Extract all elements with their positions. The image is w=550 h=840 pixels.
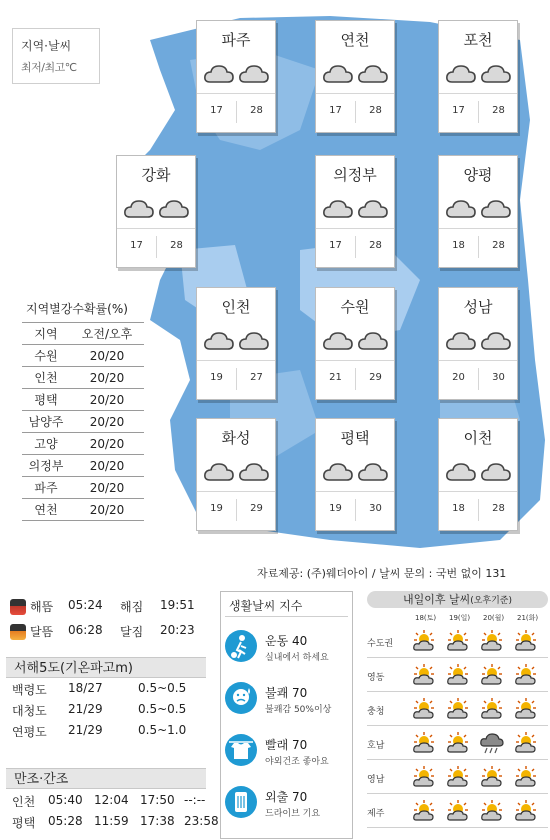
life-item-name: 운동 40 bbox=[265, 634, 308, 648]
sun-cloud-icon bbox=[411, 697, 437, 721]
sun-cloud-icon bbox=[513, 629, 539, 653]
region-weather-card bbox=[438, 155, 518, 268]
moon-row bbox=[10, 623, 210, 648]
cloud-icon bbox=[237, 330, 271, 352]
sun-cloud-icon bbox=[513, 765, 539, 789]
table-row bbox=[22, 455, 144, 477]
tide-place: 인천 bbox=[12, 795, 36, 809]
tide-place: 평택 bbox=[12, 816, 36, 830]
sea-wave: 0.5~0.5 bbox=[138, 681, 187, 695]
divider bbox=[117, 228, 195, 229]
temp-high: 29 bbox=[369, 372, 382, 383]
cloud-icon bbox=[444, 198, 478, 220]
rain-probability: 20/20 bbox=[70, 499, 144, 521]
divider bbox=[316, 93, 394, 94]
temp-high: 28 bbox=[170, 240, 183, 251]
rain-region: 인천 bbox=[22, 367, 70, 389]
temp-high: 28 bbox=[369, 240, 382, 251]
region-weather-card bbox=[196, 287, 276, 400]
rain-header-ampm: 오전/오후 bbox=[70, 323, 144, 345]
moonrise-time: 06:28 bbox=[68, 623, 103, 637]
moonrise-icon bbox=[10, 624, 26, 640]
region-name: 인천 bbox=[221, 298, 251, 316]
sun-row bbox=[10, 598, 210, 623]
rain-probability-table bbox=[22, 300, 144, 521]
life-item-name: 외출 70 bbox=[265, 790, 308, 804]
table-row bbox=[22, 345, 144, 367]
sun-cloud-icon bbox=[479, 663, 505, 687]
divider bbox=[367, 793, 548, 794]
table-row bbox=[22, 411, 144, 433]
sun-cloud-icon bbox=[513, 663, 539, 687]
temp-low: 19 bbox=[210, 372, 223, 383]
tide-time: 17:50 bbox=[140, 793, 175, 807]
region-weather-card bbox=[438, 418, 518, 531]
cloud-icon bbox=[479, 330, 513, 352]
divider bbox=[316, 491, 394, 492]
region-name: 연천 bbox=[340, 31, 370, 49]
cloud-icon bbox=[237, 63, 271, 85]
sun-cloud-icon bbox=[445, 731, 471, 755]
tide-time: 12:04 bbox=[94, 793, 129, 807]
temp-high: 28 bbox=[369, 105, 382, 116]
region-weather-card bbox=[438, 287, 518, 400]
data-source-note: 자료제공: (주)웨더아이 / 날씨 문의 : 국번 없이 131 bbox=[257, 567, 507, 580]
tomorrow-subtitle: (오후기준) bbox=[470, 596, 513, 606]
forecast-date: 20(월) bbox=[483, 614, 505, 622]
rain-probability: 20/20 bbox=[70, 411, 144, 433]
rain-probability: 20/20 bbox=[70, 477, 144, 499]
region-name: 수원 bbox=[340, 298, 370, 316]
tide-time: --:-- bbox=[184, 793, 206, 807]
region-weather-card bbox=[196, 20, 276, 133]
life-item-desc: 야외건조 좋아요 bbox=[265, 757, 329, 767]
tide-row bbox=[12, 793, 212, 814]
table-row bbox=[22, 499, 144, 521]
sunrise-time: 05:24 bbox=[68, 598, 103, 612]
rain-region: 고양 bbox=[22, 433, 70, 455]
region-name: 양평 bbox=[463, 166, 493, 184]
forecast-region: 충청 bbox=[367, 707, 385, 717]
region-name: 파주 bbox=[221, 31, 251, 49]
divider bbox=[367, 691, 548, 692]
temp-low: 18 bbox=[452, 240, 465, 251]
cloud-icon bbox=[356, 461, 390, 483]
divider bbox=[439, 491, 517, 492]
sun-moon-times bbox=[10, 598, 210, 648]
divider bbox=[197, 360, 275, 361]
rain-region: 파주 bbox=[22, 477, 70, 499]
divider bbox=[367, 725, 548, 726]
moonset-label: 달짐 bbox=[120, 625, 144, 639]
moonrise-label: 달뜸 bbox=[30, 625, 54, 639]
region-name: 포천 bbox=[463, 31, 493, 49]
region-weather-card bbox=[315, 287, 395, 400]
sea-temp: 18/27 bbox=[68, 681, 103, 695]
forecast-region: 호남 bbox=[367, 741, 385, 751]
temp-low: 20 bbox=[452, 372, 465, 383]
sun-cloud-icon bbox=[445, 799, 471, 823]
region-name: 강화 bbox=[141, 166, 171, 184]
forecast-date: 18(토) bbox=[415, 614, 437, 622]
life-item-outing bbox=[225, 784, 348, 834]
rain-header-region: 지역 bbox=[22, 323, 70, 345]
sun-cloud-icon bbox=[411, 799, 437, 823]
temp-low: 19 bbox=[329, 503, 342, 514]
sun-cloud-icon bbox=[513, 731, 539, 755]
temp-low: 17 bbox=[210, 105, 223, 116]
divider bbox=[316, 360, 394, 361]
cloud-icon bbox=[444, 330, 478, 352]
sea-section-title: 서해5도(기온파고m) bbox=[6, 657, 206, 678]
rain-region: 남양주 bbox=[22, 411, 70, 433]
temp-high: 28 bbox=[492, 105, 505, 116]
temp-low: 17 bbox=[130, 240, 143, 251]
region-name: 이천 bbox=[463, 429, 493, 447]
divider bbox=[225, 616, 348, 617]
rain-cloud-icon bbox=[479, 731, 505, 755]
rain-probability: 20/20 bbox=[70, 367, 144, 389]
cloud-icon bbox=[321, 330, 355, 352]
cloud-icon bbox=[444, 63, 478, 85]
sea-row bbox=[12, 702, 212, 723]
sea-place: 백령도 bbox=[12, 683, 47, 697]
cloud-icon bbox=[202, 461, 236, 483]
cloud-icon bbox=[321, 461, 355, 483]
forecast-region: 영남 bbox=[367, 775, 385, 785]
life-item-desc: 드라이브 기요 bbox=[265, 809, 321, 819]
sun-cloud-icon bbox=[479, 629, 505, 653]
life-item-laundry bbox=[225, 732, 348, 782]
cloud-icon bbox=[356, 63, 390, 85]
cloud-icon bbox=[444, 461, 478, 483]
sun-cloud-icon bbox=[411, 765, 437, 789]
region-weather-card bbox=[315, 20, 395, 133]
divider bbox=[439, 228, 517, 229]
temp-high: 28 bbox=[492, 503, 505, 514]
forecast-region: 영동 bbox=[367, 673, 385, 683]
sun-cloud-icon bbox=[411, 629, 437, 653]
forecast-region: 제주 bbox=[367, 809, 385, 819]
sunrise-icon bbox=[10, 599, 26, 615]
moonset-time: 20:23 bbox=[160, 623, 195, 637]
temp-high: 28 bbox=[492, 240, 505, 251]
region-weather-card bbox=[315, 155, 395, 268]
temp-high: 30 bbox=[492, 372, 505, 383]
tide-section-title: 만조·간조 bbox=[6, 768, 206, 789]
sun-cloud-icon bbox=[479, 799, 505, 823]
temp-high: 28 bbox=[250, 105, 263, 116]
cloud-icon bbox=[202, 330, 236, 352]
cloud-icon bbox=[479, 198, 513, 220]
sun-cloud-icon bbox=[479, 765, 505, 789]
cloud-icon bbox=[479, 63, 513, 85]
sun-cloud-icon bbox=[513, 799, 539, 823]
cloud-icon bbox=[479, 461, 513, 483]
tide-time: 17:38 bbox=[140, 814, 175, 828]
sea-row bbox=[12, 681, 212, 702]
cloud-icon bbox=[321, 63, 355, 85]
sun-cloud-icon bbox=[411, 731, 437, 755]
tide-time: 23:58 bbox=[184, 814, 219, 828]
outing-icon bbox=[225, 786, 257, 818]
region-name: 성남 bbox=[463, 298, 493, 316]
sea-temp: 21/29 bbox=[68, 723, 103, 737]
divider bbox=[367, 657, 548, 658]
rain-probability: 20/20 bbox=[70, 345, 144, 367]
tomorrow-title bbox=[367, 591, 548, 608]
sun-cloud-icon bbox=[513, 697, 539, 721]
life-item-desc: 실내에서 하세요 bbox=[265, 653, 329, 663]
sun-cloud-icon bbox=[479, 697, 505, 721]
rain-table-title: 지역별강수확률(%) bbox=[26, 302, 128, 316]
forecast-date: 21(화) bbox=[517, 614, 539, 622]
rain-region: 수원 bbox=[22, 345, 70, 367]
cloud-icon bbox=[122, 198, 156, 220]
rain-probability: 20/20 bbox=[70, 389, 144, 411]
life-item-name: 불쾌 70 bbox=[265, 686, 308, 700]
legend-unit: 최저/최고℃ bbox=[21, 61, 77, 74]
legend-title: 지역·날씨 bbox=[21, 39, 72, 53]
temp-high: 30 bbox=[369, 503, 382, 514]
life-item-exercise bbox=[225, 628, 348, 678]
temp-low: 18 bbox=[452, 503, 465, 514]
forecast-region: 수도권 bbox=[367, 639, 394, 649]
sea-row bbox=[12, 723, 212, 744]
divider bbox=[367, 827, 548, 828]
tide-row bbox=[12, 814, 219, 835]
region-weather-card bbox=[438, 20, 518, 133]
cloud-icon bbox=[202, 63, 236, 85]
sun-cloud-icon bbox=[411, 663, 437, 687]
tide-time: 05:28 bbox=[48, 814, 83, 828]
temp-low: 17 bbox=[329, 105, 342, 116]
laundry-icon bbox=[225, 734, 257, 766]
life-index-title: 생활날씨 지수 bbox=[229, 599, 303, 613]
temp-low: 17 bbox=[329, 240, 342, 251]
divider bbox=[197, 93, 275, 94]
divider bbox=[316, 228, 394, 229]
tomorrow-title-text: 내일이후 날씨 bbox=[402, 593, 471, 606]
life-item-discomfort bbox=[225, 680, 348, 730]
tide-table bbox=[12, 793, 219, 835]
tide-time: 11:59 bbox=[94, 814, 129, 828]
cloud-icon bbox=[356, 330, 390, 352]
divider bbox=[197, 491, 275, 492]
sea-temp: 21/29 bbox=[68, 702, 103, 716]
sun-cloud-icon bbox=[445, 765, 471, 789]
tomorrow-forecast bbox=[359, 591, 548, 837]
exercise-icon bbox=[225, 630, 257, 662]
sea-place: 대청도 bbox=[12, 704, 47, 718]
region-weather-card bbox=[315, 418, 395, 531]
table-row bbox=[22, 389, 144, 411]
sun-cloud-icon bbox=[445, 697, 471, 721]
rain-region: 연천 bbox=[22, 499, 70, 521]
cloud-icon bbox=[321, 198, 355, 220]
cloud-icon bbox=[157, 198, 191, 220]
forecast-date: 19(일) bbox=[449, 614, 471, 622]
region-weather-card bbox=[196, 418, 276, 531]
temp-low: 19 bbox=[210, 503, 223, 514]
rain-probability: 20/20 bbox=[70, 455, 144, 477]
region-name: 의정부 bbox=[333, 166, 377, 184]
region-name: 평택 bbox=[340, 429, 370, 447]
temp-low: 17 bbox=[452, 105, 465, 116]
region-name: 화성 bbox=[221, 429, 251, 447]
sun-cloud-icon bbox=[445, 663, 471, 687]
divider bbox=[439, 360, 517, 361]
region-weather-card bbox=[116, 155, 196, 268]
table-row bbox=[22, 433, 144, 455]
temp-low: 21 bbox=[329, 372, 342, 383]
map-legend bbox=[12, 28, 100, 84]
divider bbox=[367, 759, 548, 760]
table-row bbox=[22, 367, 144, 389]
sea-wave: 0.5~1.0 bbox=[138, 723, 187, 737]
sunset-time: 19:51 bbox=[160, 598, 195, 612]
temp-high: 29 bbox=[250, 503, 263, 514]
life-weather-index bbox=[220, 591, 353, 839]
cloud-icon bbox=[237, 461, 271, 483]
rain-region: 의정부 bbox=[22, 455, 70, 477]
cloud-icon bbox=[356, 198, 390, 220]
temp-high: 27 bbox=[250, 372, 263, 383]
sea-place: 연평도 bbox=[12, 725, 47, 739]
table-row bbox=[22, 477, 144, 499]
sun-cloud-icon bbox=[445, 629, 471, 653]
rain-probability: 20/20 bbox=[70, 433, 144, 455]
sea-table bbox=[12, 681, 212, 744]
sea-wave: 0.5~0.5 bbox=[138, 702, 187, 716]
divider bbox=[439, 93, 517, 94]
life-item-desc: 불쾌감 50%이상 bbox=[265, 705, 332, 715]
life-item-name: 빨래 70 bbox=[265, 738, 308, 752]
rain-region: 평택 bbox=[22, 389, 70, 411]
tide-time: 05:40 bbox=[48, 793, 83, 807]
sunrise-label: 해뜸 bbox=[30, 600, 54, 614]
discomfort-icon bbox=[225, 682, 257, 714]
sunset-label: 해짐 bbox=[120, 600, 144, 614]
